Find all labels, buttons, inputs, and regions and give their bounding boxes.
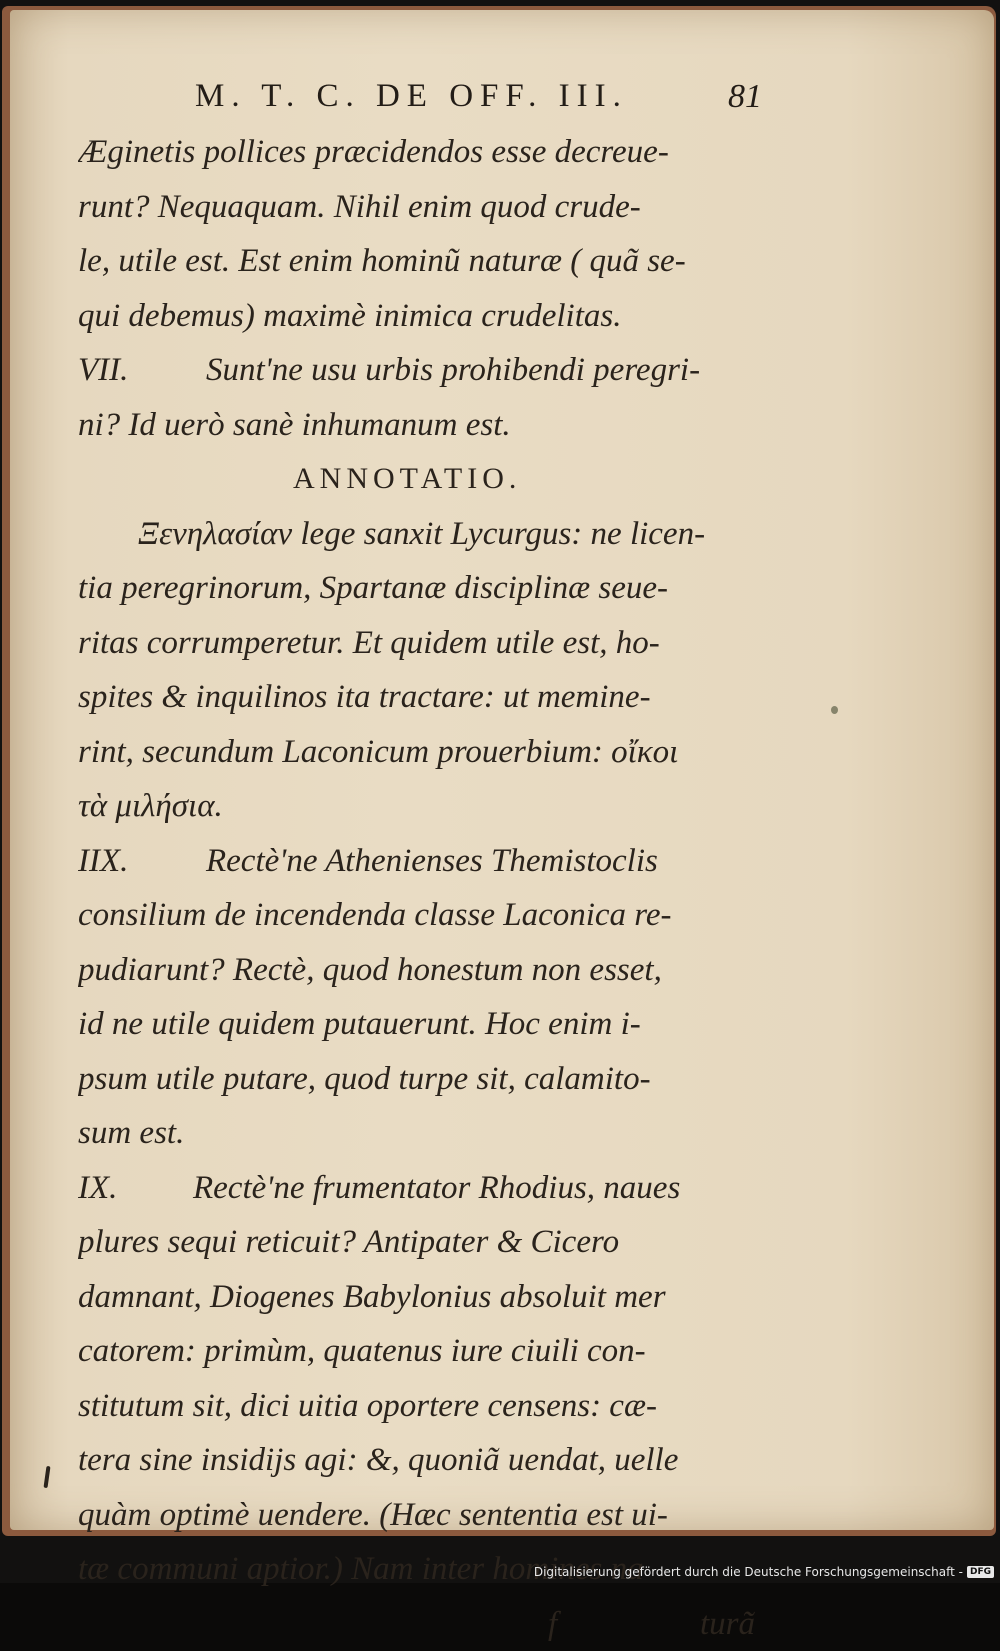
text-line: damnant, Diogenes Babylonius absoluit mer xyxy=(78,1270,773,1325)
section-number: VII. xyxy=(78,343,206,398)
text-line: quàm optimè uendere. (Hæc sententia est ui- xyxy=(78,1488,773,1543)
text-line: tæ communi aptior.) Nam inter homines na xyxy=(78,1542,773,1597)
text-line: id ne utile quidem putauerunt. Hoc enim i- xyxy=(78,997,773,1052)
annotation-heading: ANNOTATIO. xyxy=(78,452,773,507)
text-line xyxy=(78,343,773,398)
text-line: le, utile est. Est enim hominũ naturæ ( quã se- xyxy=(78,234,773,289)
text-line: runt? Nequaquam. Nihil enim quod crude- xyxy=(78,180,773,235)
text-line: rint, secundum Laconicum prouerbium: οἴκοι xyxy=(78,725,773,780)
footer-credit: Digitalisierung gefördert durch die Deutsche Forschungsgemeinschaft - xyxy=(534,1565,963,1579)
text-line: pudiarunt? Rectè, quod honestum non esset, xyxy=(78,943,773,998)
text-span: Rectè'ne frumentator Rhodius, naues xyxy=(193,1170,680,1206)
text-line: τὰ μιλήσια. xyxy=(78,779,773,834)
text-block xyxy=(78,125,773,1651)
section-number: IIX. xyxy=(78,834,206,889)
text-line: ni? Id uerò sanè inhumanum est. xyxy=(78,398,773,453)
text-line: psum utile putare, quod turpe sit, calamito- xyxy=(78,1052,773,1107)
text-line: tia peregrinorum, Spartanæ disciplinæ seue- xyxy=(78,561,773,616)
page-number: 81 xyxy=(728,78,762,116)
dfg-logo-icon: DFG xyxy=(967,1566,994,1578)
text-line: plures sequi reticuit? Antipater & Cicero xyxy=(78,1215,773,1270)
text-line: tera sine insidijs agi: &, quoniã uendat, uelle xyxy=(78,1433,773,1488)
catchword: turã xyxy=(700,1597,755,1651)
text-span: Sunt'ne usu urbis prohibendi peregri- xyxy=(206,352,700,388)
text-line: Æginetis pollices præcidendos esse decreue- xyxy=(78,125,773,180)
running-head: M. T. C. DE OFF. III. xyxy=(195,78,755,115)
text-line: qui debemus) maximè inimica crudelitas. xyxy=(78,289,773,344)
section-number: IX. xyxy=(78,1161,193,1216)
text-line: Ξενηλασίαν lege sanxit Lycurgus: ne licen- xyxy=(78,507,773,562)
signature-mark: f xyxy=(548,1597,557,1651)
text-line xyxy=(78,834,773,889)
digitization-footer xyxy=(534,1565,994,1579)
text-line: stitutum sit, dici uitia oportere censens: cæ- xyxy=(78,1379,773,1434)
text-line: ritas corrumperetur. Et quidem utile est, ho- xyxy=(78,616,773,671)
text-line xyxy=(78,1161,773,1216)
text-line: spites & inquilinos ita tractare: ut memine- xyxy=(78,670,773,725)
text-line: consilium de incendenda classe Laconica re- xyxy=(78,888,773,943)
text-line: sum est. xyxy=(78,1106,773,1161)
text-span: Rectè'ne Athenienses Themistoclis xyxy=(206,843,658,879)
catch-row xyxy=(78,1597,773,1651)
paper-speck xyxy=(831,706,838,714)
text-line: catorem: primùm, quatenus iure ciuili con- xyxy=(78,1324,773,1379)
